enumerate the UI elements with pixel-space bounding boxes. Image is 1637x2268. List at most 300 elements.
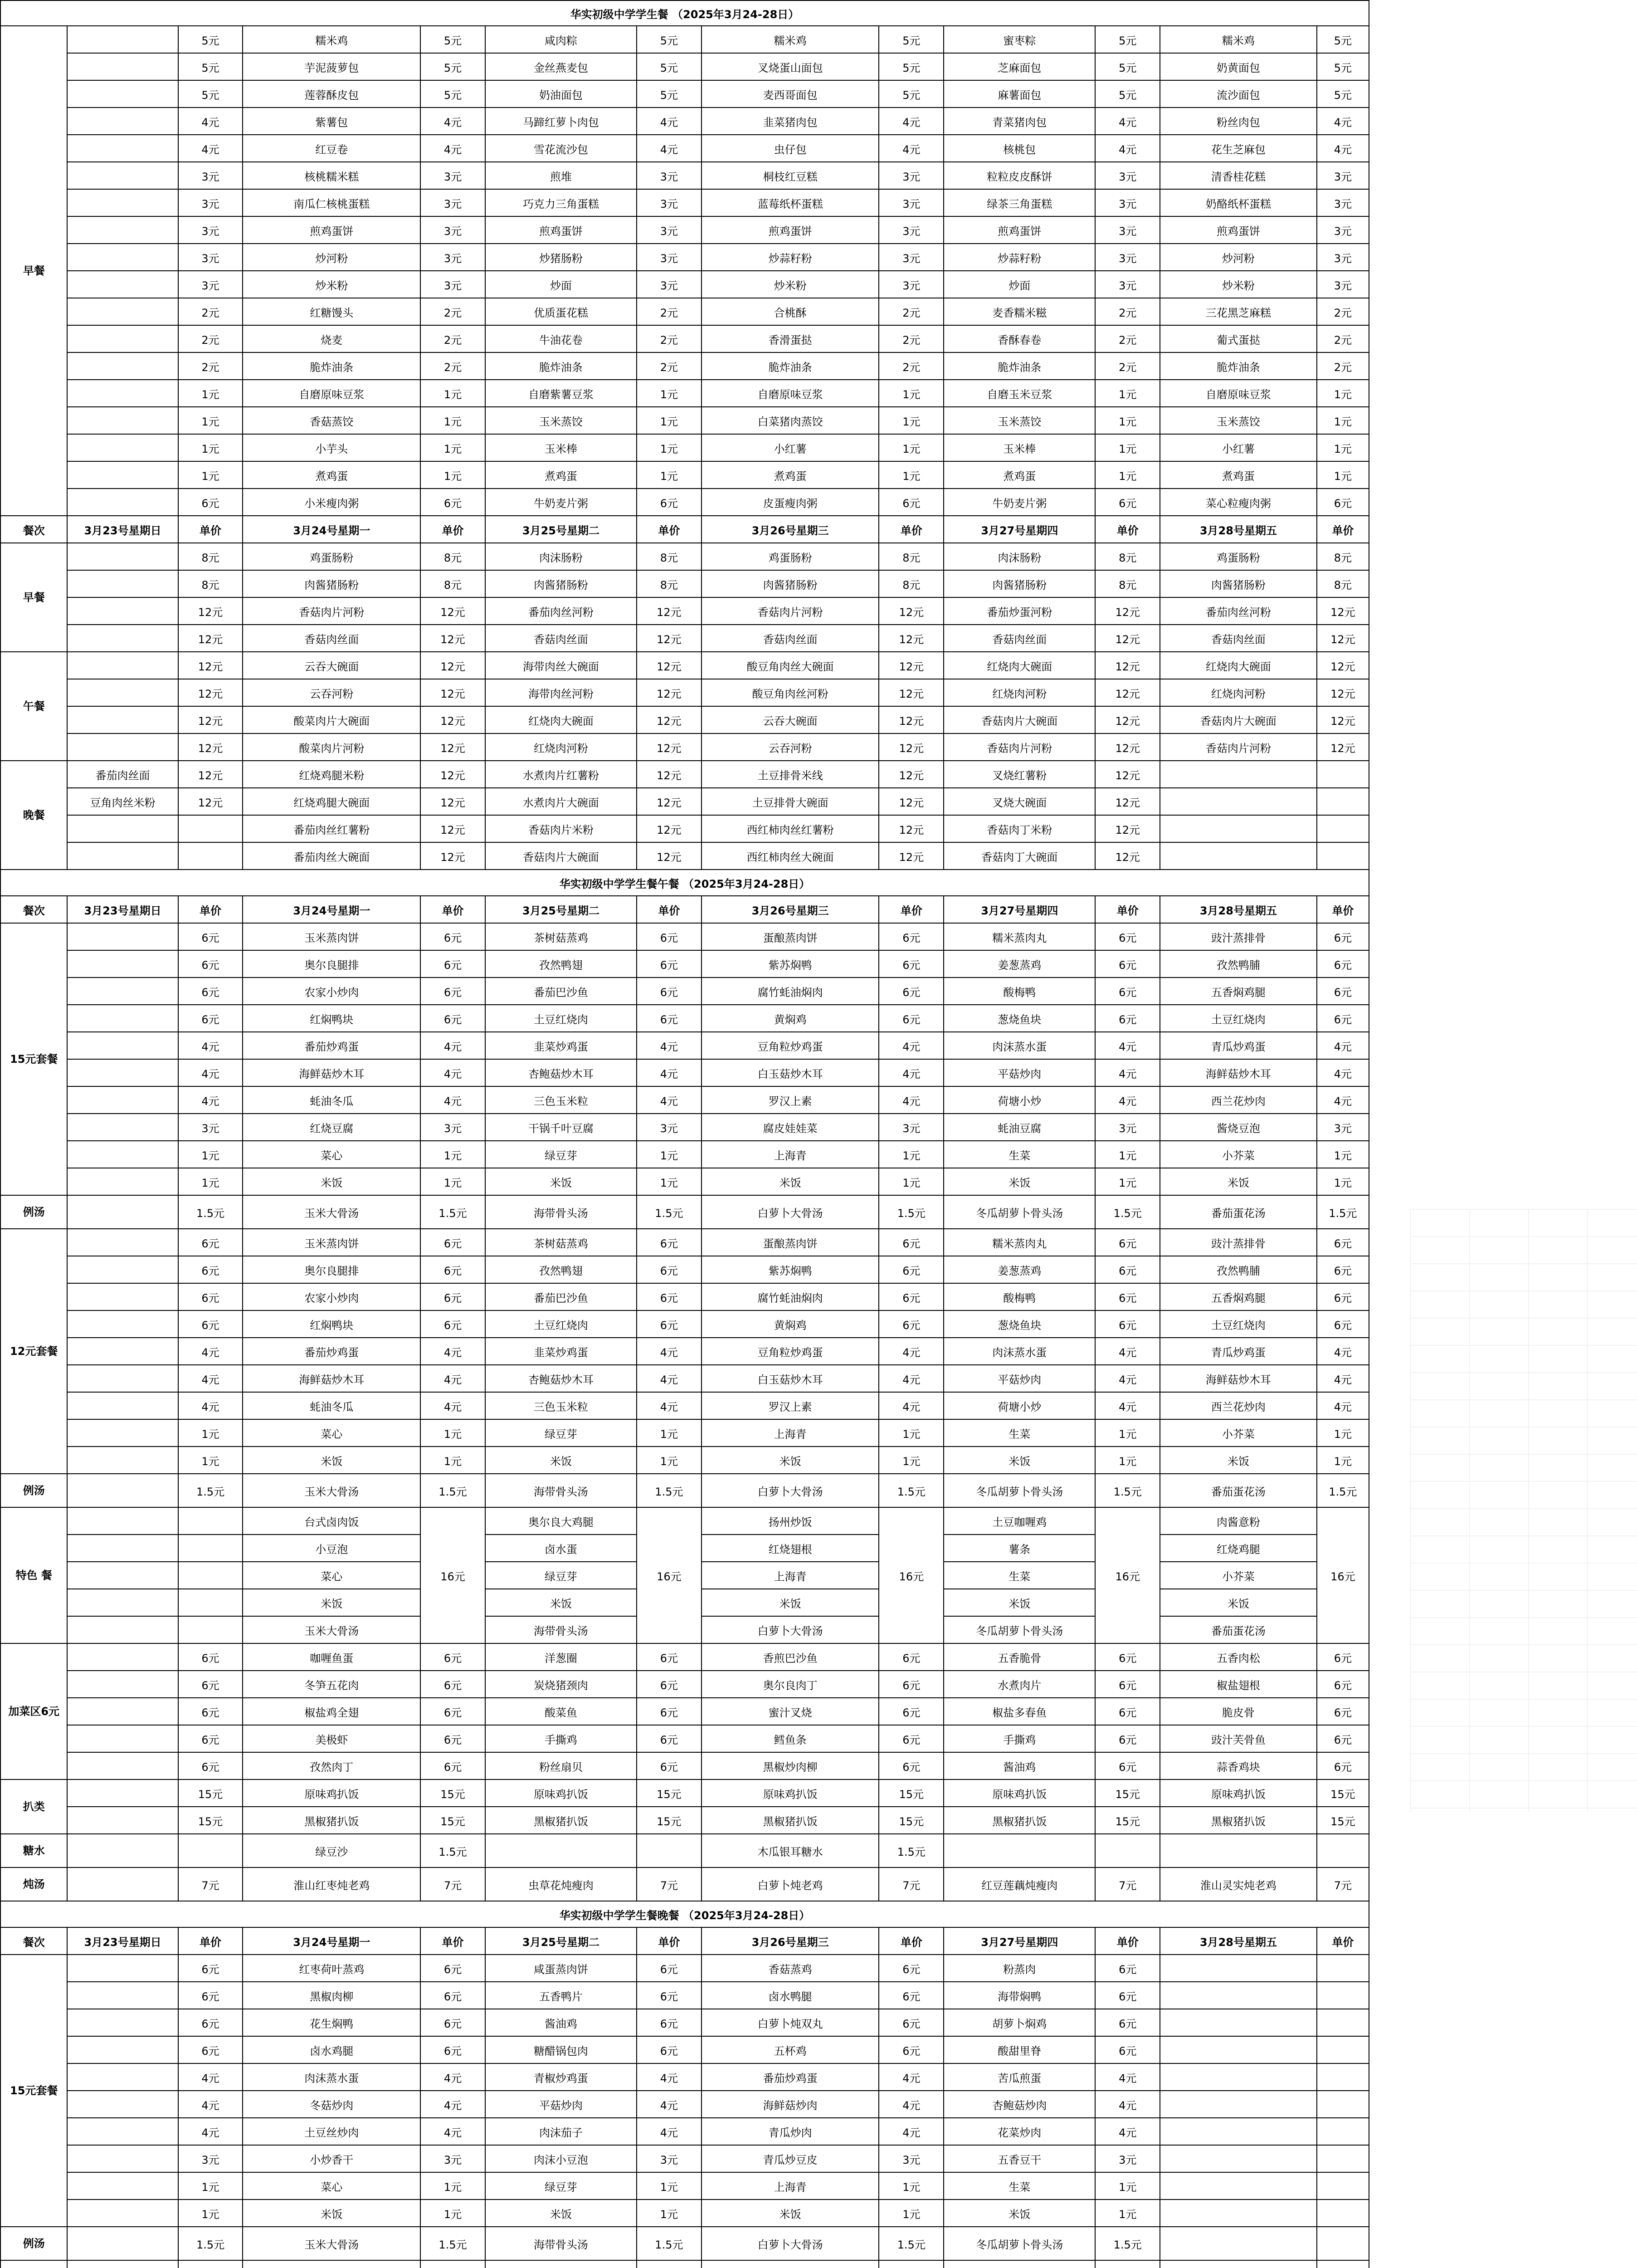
wed-dish-cell: 番茄炒鸡蛋 <box>702 2063 879 2091</box>
table-row <box>0 1419 1369 1447</box>
table-row <box>0 108 1369 135</box>
fri-dish-cell: 红烧肉大碗面 <box>1160 652 1317 679</box>
meal-category-label <box>0 2260 67 2268</box>
fri-dish-cell <box>1160 1955 1317 1982</box>
fri-dish-cell: 五香焖鸡腿 <box>1160 1283 1317 1310</box>
fri-price-cell: 6元 <box>1317 978 1369 1005</box>
wed-dish-cell: 五杯鸡 <box>702 2036 879 2063</box>
tue-dish-cell: 青椒炒鸡蛋 <box>485 2063 637 2091</box>
table-row <box>0 2172 1369 2200</box>
fri-dish-cell: 豉汁芙骨鱼 <box>1160 1725 1317 1752</box>
fri-dish-cell: 流沙面包 <box>1160 80 1317 108</box>
mon-price-cell: 6元 <box>420 1698 485 1725</box>
fri-dish-cell: 自磨原味豆浆 <box>1160 380 1317 407</box>
table-row <box>0 244 1369 271</box>
wed-dish-cell: 蛋酿蒸肉饼 <box>702 923 879 950</box>
mon-price-cell: 6元 <box>420 1005 485 1032</box>
table-row <box>0 1229 1369 1256</box>
fri-price-cell <box>1317 2009 1369 2036</box>
fri-dish-cell <box>1160 2200 1317 2227</box>
mon-dish-cell: 土豆丝炒肉 <box>243 2118 420 2145</box>
thu-dish-cell: 酸梅鸭 <box>944 978 1095 1005</box>
tue-price-cell: 1元 <box>637 1168 702 1195</box>
tue-price-cell: 6元 <box>637 1698 702 1725</box>
tue-dish-cell <box>485 2260 637 2268</box>
wed-price-cell: 3元 <box>879 216 944 244</box>
tue-dish-cell: 干锅千叶豆腐 <box>485 1114 637 1141</box>
column-header: 3月23号星期日 <box>67 516 178 543</box>
mon-dish-cell: 玉米大骨汤 <box>243 1474 420 1507</box>
fri-price-cell: 1元 <box>1317 461 1369 489</box>
sun-dish-cell <box>67 1834 178 1867</box>
tue-dish-cell: 黑椒猪扒饭 <box>485 1807 637 1834</box>
wed-price-cell: 4元 <box>879 1086 944 1114</box>
fri-price-cell: 6元 <box>1317 923 1369 950</box>
fri-dish-cell: 小芥菜 <box>1160 1141 1317 1168</box>
mon-price-cell: 3元 <box>420 271 485 298</box>
tue-price-cell: 1.5元 <box>637 1474 702 1507</box>
thu-dish-cell: 香菇肉丁米粉 <box>944 815 1095 842</box>
mon-price-cell: 12元 <box>420 733 485 761</box>
sun-price-cell: 3元 <box>178 271 243 298</box>
fri-price-cell <box>1317 1834 1369 1867</box>
tue-dish-cell: 肉沫茄子 <box>485 2118 637 2145</box>
wed-price-cell: 8元 <box>879 570 944 597</box>
fri-dish-cell <box>1160 2260 1317 2268</box>
fri-dish-cell: 五香焖鸡腿 <box>1160 978 1317 1005</box>
thu-price-cell: 6元 <box>1095 1955 1160 1982</box>
wed-price-cell: 6元 <box>879 1725 944 1752</box>
sun-price-cell: 1元 <box>178 461 243 489</box>
thu-dish-cell: 荷塘小炒 <box>944 1392 1095 1419</box>
fri-price-cell: 6元 <box>1317 1752 1369 1779</box>
table-row <box>0 597 1369 625</box>
table-row <box>0 434 1369 461</box>
column-header: 3月23号星期日 <box>67 896 178 923</box>
thu-price-cell: 6元 <box>1095 1752 1160 1779</box>
wed-dish-cell: 紫苏焖鸭 <box>702 950 879 978</box>
thu-dish-cell: 米饭 <box>944 1447 1095 1474</box>
wed-price-cell: 12元 <box>879 788 944 815</box>
mon-price-cell: 1元 <box>420 407 485 434</box>
thu-dish-cell: 炒蒜籽粉 <box>944 244 1095 271</box>
tue-price-cell: 6元 <box>637 1229 702 1256</box>
sun-price-cell <box>178 842 243 870</box>
thu-price-cell: 4元 <box>1095 2063 1160 2091</box>
thu-dish-cell: 平菇炒肉 <box>944 1059 1095 1086</box>
fri-dish-cell <box>1160 761 1317 788</box>
wed-dish-cell: 麦西哥面包 <box>702 80 879 108</box>
mon-dish-cell: 台式卤肉饭 <box>243 1507 420 1535</box>
mon-price-cell: 1元 <box>420 2200 485 2227</box>
tue-price-cell: 15元 <box>637 1807 702 1834</box>
thu-price-cell: 4元 <box>1095 2091 1160 2118</box>
mon-price-cell: 1.5元 <box>420 1195 485 1229</box>
meal-category-label: 例汤 <box>0 2227 67 2260</box>
fri-price-cell <box>1317 2227 1369 2260</box>
fri-dish-cell <box>1160 2172 1317 2200</box>
column-header: 3月24号星期一 <box>243 516 420 543</box>
tue-price-cell: 6元 <box>637 1725 702 1752</box>
thu-price-cell: 1元 <box>1095 407 1160 434</box>
tue-dish-cell: 香菇肉丝面 <box>485 625 637 652</box>
thu-price-cell: 6元 <box>1095 950 1160 978</box>
mon-price-cell: 6元 <box>420 1725 485 1752</box>
column-header: 3月26号星期三 <box>702 516 879 543</box>
mon-price-cell: 1元 <box>420 1447 485 1474</box>
thu-price-cell <box>1095 2260 1160 2268</box>
tue-dish-cell: 茶树菇蒸鸡 <box>485 1229 637 1256</box>
tue-price-cell: 12元 <box>637 625 702 652</box>
fri-dish-cell: 孜然鸭脯 <box>1160 950 1317 978</box>
tue-dish-cell: 三色玉米粒 <box>485 1086 637 1114</box>
wed-price-cell: 12元 <box>879 625 944 652</box>
fri-dish-cell: 炒河粉 <box>1160 244 1317 271</box>
tue-dish-cell <box>485 1834 637 1867</box>
fri-dish-cell: 青瓜炒鸡蛋 <box>1160 1032 1317 1059</box>
fri-dish-cell: 酱烧豆泡 <box>1160 1114 1317 1141</box>
tue-price-cell: 4元 <box>637 1365 702 1392</box>
tue-price-cell: 7元 <box>637 1867 702 1901</box>
fri-dish-cell: 花生芝麻包 <box>1160 135 1317 162</box>
wed-dish-cell: 煮鸡蛋 <box>702 461 879 489</box>
wed-price-cell: 4元 <box>879 1392 944 1419</box>
thu-price-cell: 6元 <box>1095 1671 1160 1698</box>
wed-price-cell: 1元 <box>879 380 944 407</box>
tue-dish-cell: 绿豆芽 <box>485 1141 637 1168</box>
mon-dish-cell: 南瓜仁核桃蛋糕 <box>243 189 420 216</box>
fri-price-cell: 4元 <box>1317 1338 1369 1365</box>
mon-dish-cell: 玉米蒸肉饼 <box>243 923 420 950</box>
tue-dish-cell: 肉沫肠粉 <box>485 543 637 570</box>
wed-price-cell: 4元 <box>879 1338 944 1365</box>
thu-dish-cell: 胡萝卜焖鸡 <box>944 2009 1095 2036</box>
wed-price-cell: 12元 <box>879 733 944 761</box>
tue-dish-cell: 海带骨头汤 <box>485 2227 637 2260</box>
tue-price-cell: 1元 <box>637 1419 702 1447</box>
tue-dish-cell: 水煮肉片红薯粉 <box>485 761 637 788</box>
thu-price-cell: 4元 <box>1095 1032 1160 1059</box>
fri-price-cell: 1元 <box>1317 380 1369 407</box>
thu-price-cell: 3元 <box>1095 2145 1160 2172</box>
mon-price-cell: 4元 <box>420 1059 485 1086</box>
sun-price-cell <box>178 1562 243 1589</box>
wed-dish-cell: 小红薯 <box>702 434 879 461</box>
thu-dish-cell: 黑椒猪扒饭 <box>944 1807 1095 1834</box>
sun-price-cell: 1.5元 <box>178 1195 243 1229</box>
tue-price-cell: 5元 <box>637 80 702 108</box>
wed-price-cell: 6元 <box>879 1698 944 1725</box>
mon-dish-cell: 红枣荷叶蒸鸡 <box>243 1955 420 1982</box>
thu-price-cell: 12元 <box>1095 679 1160 706</box>
mon-price-cell: 6元 <box>420 2009 485 2036</box>
sun-dish-cell <box>67 352 178 380</box>
column-header: 3月25号星期二 <box>485 896 637 923</box>
fri-dish-cell: 黑椒猪扒饭 <box>1160 1807 1317 1834</box>
column-header: 单价 <box>1317 516 1369 543</box>
thu-dish-cell: 肉沫肠粉 <box>944 543 1095 570</box>
sun-price-cell: 4元 <box>178 1032 243 1059</box>
sun-price-cell: 3元 <box>178 216 243 244</box>
tue-price-cell: 3元 <box>637 271 702 298</box>
fri-price-cell: 6元 <box>1317 1310 1369 1338</box>
mon-dish-cell: 原味鸡扒饭 <box>243 1779 420 1807</box>
sun-dish-cell <box>67 2009 178 2036</box>
wed-price-cell: 12元 <box>879 761 944 788</box>
wed-dish-cell: 香滑蛋挞 <box>702 325 879 352</box>
sun-dish-cell <box>67 2063 178 2091</box>
sun-dish-cell: 番茄肉丝面 <box>67 761 178 788</box>
sun-price-cell: 6元 <box>178 1982 243 2009</box>
table-row <box>0 1779 1369 1807</box>
table-row <box>0 2145 1369 2172</box>
wed-dish-cell <box>702 2260 879 2268</box>
tue-dish-cell: 土豆红烧肉 <box>485 1310 637 1338</box>
sun-dish-cell <box>67 108 178 135</box>
sun-dish-cell <box>67 135 178 162</box>
fri-dish-cell: 海鲜菇炒木耳 <box>1160 1365 1317 1392</box>
table-row <box>0 1338 1369 1365</box>
table-row <box>0 1256 1369 1283</box>
tue-dish-cell: 米饭 <box>485 2200 637 2227</box>
fri-dish-cell: 红烧肉河粉 <box>1160 679 1317 706</box>
wed-dish-cell: 蜜汁叉烧 <box>702 1698 879 1725</box>
meal-category-label: 15元套餐 <box>0 1955 67 2227</box>
thu-price-cell: 6元 <box>1095 1725 1160 1752</box>
fri-price-cell: 15元 <box>1317 1779 1369 1807</box>
wed-dish-cell: 原味鸡扒饭 <box>702 1779 879 1807</box>
mon-price-cell: 1元 <box>420 461 485 489</box>
wed-price-cell: 6元 <box>879 1643 944 1671</box>
tue-price-cell: 8元 <box>637 570 702 597</box>
wed-dish-cell: 米饭 <box>702 1589 879 1616</box>
fri-price-cell: 4元 <box>1317 1059 1369 1086</box>
fri-dish-cell: 炒米粉 <box>1160 271 1317 298</box>
column-header: 3月27号星期四 <box>944 1927 1095 1955</box>
sun-price-cell: 4元 <box>178 1338 243 1365</box>
thu-dish-cell: 香菇肉片大碗面 <box>944 706 1095 733</box>
sun-dish-cell <box>67 380 178 407</box>
tue-dish-cell: 海带骨头汤 <box>485 1474 637 1507</box>
meal-category-label: 扒类 <box>0 1779 67 1834</box>
mon-dish-cell: 云吞大碗面 <box>243 652 420 679</box>
thu-price-cell: 6元 <box>1095 1256 1160 1283</box>
wed-dish-cell: 云吞大碗面 <box>702 706 879 733</box>
tue-dish-cell: 咸肉粽 <box>485 26 637 53</box>
wed-price-cell: 2元 <box>879 325 944 352</box>
thu-price-cell: 6元 <box>1095 978 1160 1005</box>
table-row <box>0 1005 1369 1032</box>
mon-dish-cell: 肉沫蒸水蛋 <box>243 2063 420 2091</box>
tue-dish-cell: 原味鸡扒饭 <box>485 1779 637 1807</box>
thu-price-cell <box>1095 1834 1160 1867</box>
thu-dish-cell: 平菇炒肉 <box>944 1365 1095 1392</box>
sun-price-cell: 1元 <box>178 407 243 434</box>
tue-price-cell: 12元 <box>637 815 702 842</box>
sun-dish-cell <box>67 1562 178 1589</box>
mon-dish-cell: 玉米大骨汤 <box>243 2227 420 2260</box>
sun-price-cell: 1.5元 <box>178 1474 243 1507</box>
table-row <box>0 2091 1369 2118</box>
tue-price-cell: 12元 <box>637 842 702 870</box>
fri-price-cell: 6元 <box>1317 1256 1369 1283</box>
mon-dish-cell: 紫薯包 <box>243 108 420 135</box>
wed-dish-cell: 炒米粉 <box>702 271 879 298</box>
thu-price-cell: 1元 <box>1095 2172 1160 2200</box>
table-row <box>0 352 1369 380</box>
column-header: 单价 <box>420 516 485 543</box>
fri-price-cell: 12元 <box>1317 706 1369 733</box>
fri-price-cell: 1元 <box>1317 1168 1369 1195</box>
fri-dish-cell: 奶黄面包 <box>1160 53 1317 80</box>
mon-price-cell: 8元 <box>420 570 485 597</box>
table-row <box>0 325 1369 352</box>
tue-price-cell: 4元 <box>637 1059 702 1086</box>
sun-price-cell: 2元 <box>178 352 243 380</box>
tue-price-cell: 3元 <box>637 189 702 216</box>
mon-dish-cell: 卤水鸡腿 <box>243 2036 420 2063</box>
thu-price-cell: 3元 <box>1095 244 1160 271</box>
table-row <box>0 298 1369 325</box>
mon-dish-cell: 小豆泡 <box>243 1535 420 1562</box>
wed-dish-cell: 豆角粒炒鸡蛋 <box>702 1338 879 1365</box>
fri-price-cell: 6元 <box>1317 1229 1369 1256</box>
fri-dish-cell: 菜心粒瘦肉粥 <box>1160 489 1317 516</box>
thu-dish-cell: 冬瓜胡萝卜骨头汤 <box>944 1195 1095 1229</box>
wed-dish-cell: 自磨原味豆浆 <box>702 380 879 407</box>
table-row <box>0 788 1369 815</box>
thu-dish-cell: 海带焖鸭 <box>944 1982 1095 2009</box>
thu-price-cell: 6元 <box>1095 1643 1160 1671</box>
thu-price-cell: 1元 <box>1095 1447 1160 1474</box>
column-header: 单价 <box>879 516 944 543</box>
tue-price-cell: 4元 <box>637 2118 702 2145</box>
tue-dish-cell: 番茄肉丝河粉 <box>485 597 637 625</box>
wed-dish-cell: 煎鸡蛋饼 <box>702 216 879 244</box>
sun-price-cell: 6元 <box>178 1955 243 1982</box>
sun-dish-cell <box>67 1507 178 1535</box>
wed-dish-cell: 白萝卜大骨汤 <box>702 1474 879 1507</box>
thu-dish-cell: 酸梅鸭 <box>944 1283 1095 1310</box>
thu-dish-cell: 炒面 <box>944 271 1095 298</box>
table-row <box>0 2227 1369 2260</box>
wed-dish-cell: 豆角粒炒鸡蛋 <box>702 1032 879 1059</box>
mon-dish-cell: 煎鸡蛋饼 <box>243 216 420 244</box>
fri-dish-cell <box>1160 2009 1317 2036</box>
sun-dish-cell <box>67 216 178 244</box>
mon-price-cell: 6元 <box>420 950 485 978</box>
wed-price-cell: 6元 <box>879 1752 944 1779</box>
column-header: 单价 <box>637 896 702 923</box>
special-price-cell: 16元 <box>1095 1507 1160 1643</box>
tue-price-cell: 12元 <box>637 597 702 625</box>
mon-price-cell: 4元 <box>420 1365 485 1392</box>
sun-price-cell: 3元 <box>178 1114 243 1141</box>
mon-price-cell: 6元 <box>420 1643 485 1671</box>
sun-dish-cell <box>67 570 178 597</box>
fri-price-cell: 3元 <box>1317 162 1369 189</box>
sun-dish-cell <box>67 1114 178 1141</box>
thu-price-cell: 2元 <box>1095 325 1160 352</box>
wed-dish-cell: 西红柿肉丝大碗面 <box>702 842 879 870</box>
mon-dish-cell: 冬笋五花肉 <box>243 1671 420 1698</box>
wed-price-cell: 6元 <box>879 2036 944 2063</box>
tue-price-cell: 12元 <box>637 706 702 733</box>
fri-price-cell: 4元 <box>1317 135 1369 162</box>
sun-dish-cell <box>67 325 178 352</box>
thu-price-cell: 3元 <box>1095 189 1160 216</box>
thu-dish-cell: 米饭 <box>944 2200 1095 2227</box>
sun-dish-cell <box>67 1032 178 1059</box>
tue-dish-cell: 韭菜炒鸡蛋 <box>485 1032 637 1059</box>
thu-dish-cell: 荷塘小炒 <box>944 1086 1095 1114</box>
tue-dish-cell: 煎堆 <box>485 162 637 189</box>
tue-dish-cell: 奶油面包 <box>485 80 637 108</box>
sun-dish-cell <box>67 706 178 733</box>
mon-price-cell: 3元 <box>420 1114 485 1141</box>
sun-price-cell <box>178 815 243 842</box>
sun-price-cell: 1元 <box>178 2200 243 2227</box>
table-row <box>0 1114 1369 1141</box>
mon-price-cell: 3元 <box>420 189 485 216</box>
fri-dish-cell <box>1160 1982 1317 2009</box>
tue-dish-cell: 米饭 <box>485 1589 637 1616</box>
thu-price-cell: 1元 <box>1095 1419 1160 1447</box>
tue-price-cell: 4元 <box>637 2091 702 2118</box>
column-header: 单价 <box>879 896 944 923</box>
mon-price-cell: 2元 <box>420 352 485 380</box>
mon-dish-cell: 香菇蒸饺 <box>243 407 420 434</box>
table-row <box>0 1141 1369 1168</box>
mon-price-cell: 12元 <box>420 842 485 870</box>
thu-dish-cell: 红烧肉大碗面 <box>944 652 1095 679</box>
page-title: 华实初级中学学生餐 （2025年3月24-28日） <box>0 0 1369 26</box>
wed-price-cell: 1元 <box>879 1447 944 1474</box>
fri-dish-cell: 鸡蛋肠粉 <box>1160 543 1317 570</box>
table-row <box>0 2118 1369 2145</box>
mon-dish-cell: 蚝油冬瓜 <box>243 1392 420 1419</box>
tue-dish-cell: 玉米蒸饺 <box>485 407 637 434</box>
tue-price-cell: 4元 <box>637 2063 702 2091</box>
wed-price-cell: 6元 <box>879 489 944 516</box>
table-row <box>0 842 1369 870</box>
fri-dish-cell: 西兰花炒肉 <box>1160 1392 1317 1419</box>
sun-price-cell: 4元 <box>178 1392 243 1419</box>
tue-price-cell: 6元 <box>637 1005 702 1032</box>
mon-price-cell: 1元 <box>420 434 485 461</box>
thu-price-cell: 6元 <box>1095 489 1160 516</box>
mon-price-cell: 7元 <box>420 1867 485 1901</box>
fri-dish-cell: 清香桂花糕 <box>1160 162 1317 189</box>
tue-dish-cell: 番茄巴沙鱼 <box>485 1283 637 1310</box>
fri-price-cell: 2元 <box>1317 298 1369 325</box>
tue-price-cell: 1.5元 <box>637 2227 702 2260</box>
wed-dish-cell: 云吞河粉 <box>702 733 879 761</box>
fri-dish-cell <box>1160 788 1317 815</box>
wed-price-cell: 1元 <box>879 2200 944 2227</box>
mon-price-cell: 4元 <box>420 1086 485 1114</box>
sun-dish-cell <box>67 1168 178 1195</box>
thu-dish-cell: 葱烧鱼块 <box>944 1005 1095 1032</box>
tue-price-cell <box>637 2260 702 2268</box>
tue-dish-cell: 杏鲍菇炒木耳 <box>485 1365 637 1392</box>
sun-dish-cell <box>67 733 178 761</box>
tue-price-cell: 6元 <box>637 1982 702 2009</box>
thu-price-cell: 6元 <box>1095 1005 1160 1032</box>
meal-category-label: 加菜区6元 <box>0 1643 67 1779</box>
sun-price-cell: 3元 <box>178 162 243 189</box>
wed-price-cell: 7元 <box>879 1867 944 1901</box>
